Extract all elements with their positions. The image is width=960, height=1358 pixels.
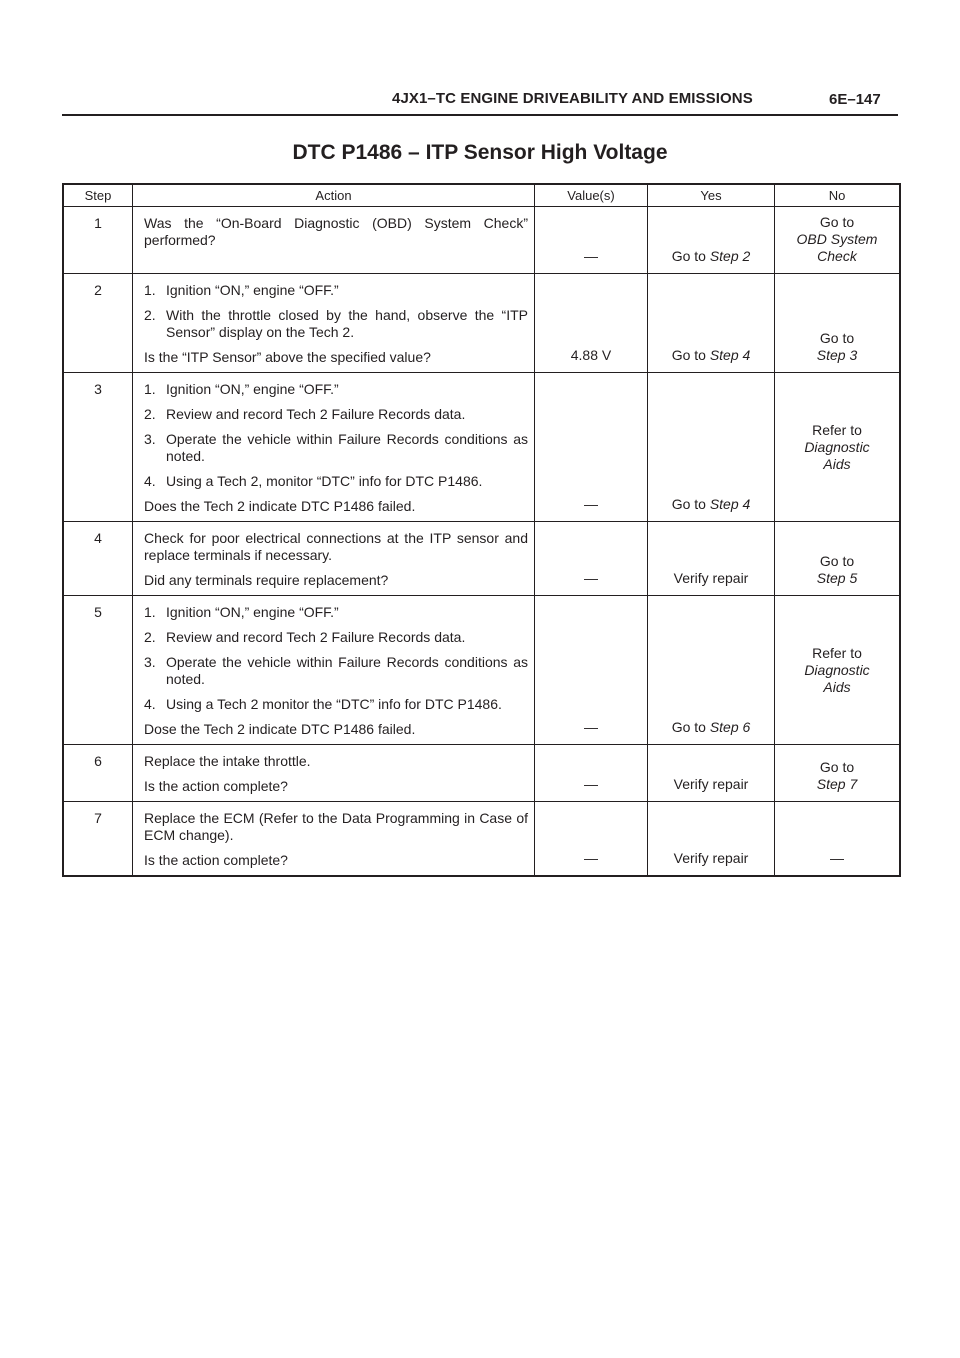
column-header-values: Value(s) (535, 184, 648, 207)
action-item-text: Was the “On-Board Diagnostic (OBD) System Check” performed? (144, 215, 528, 248)
action-step-item (144, 473, 528, 490)
action-item-number: 3. (144, 431, 156, 447)
no-cell (775, 274, 901, 373)
yes-cell (648, 596, 775, 745)
action-text (144, 349, 528, 366)
action-item-text: Replace the intake throttle. (144, 753, 311, 769)
no-step-reference: Step 5 (816, 570, 858, 586)
action-cell (133, 596, 535, 745)
step-number: 5 (63, 596, 133, 745)
action-step-item (144, 406, 528, 423)
action-item-number: 4. (144, 696, 156, 712)
action-item-number: 1. (144, 604, 156, 620)
action-item-text: Does the Tech 2 indicate DTC P1486 failed. (144, 498, 416, 514)
action-item-text: Is the “ITP Sensor” above the specified value? (144, 349, 431, 365)
action-text (144, 572, 528, 589)
value-cell: — (535, 207, 648, 274)
no-step-reference: Diagnostic Aids (804, 438, 870, 472)
action-item-text: Ignition “ON,” engine “OFF.” (166, 604, 339, 620)
action-text (144, 215, 528, 249)
no-prefix: Refer to (812, 421, 862, 438)
no-prefix: Refer to (812, 644, 862, 661)
action-item-number: 2. (144, 307, 156, 323)
column-header-yes: Yes (648, 184, 775, 207)
action-item-text: Is the action complete? (144, 778, 288, 794)
action-text (144, 753, 528, 770)
yes-step-reference: Step 6 (709, 719, 751, 735)
action-item-text: Using a Tech 2 monitor the “DTC” info for DTC P1486. (166, 696, 502, 712)
yes-step-reference: Step 4 (709, 496, 751, 512)
yes-prefix: Verify repair (673, 776, 749, 792)
column-header-no: No (775, 184, 901, 207)
yes-step-reference: Step 2 (709, 248, 751, 264)
page-number: 6E–147 (829, 91, 881, 108)
yes-prefix: Go to (671, 719, 710, 735)
action-cell (133, 373, 535, 522)
yes-cell (648, 802, 775, 877)
no-cell (775, 596, 901, 745)
action-item-text: Ignition “ON,” engine “OFF.” (166, 282, 339, 298)
action-item-text: Replace the ECM (Refer to the Data Programming in Case of ECM change). (144, 810, 528, 843)
action-cell (133, 522, 535, 596)
table-body (63, 207, 900, 877)
action-item-text: With the throttle closed by the hand, observe the “ITP Sensor” display on the Tech 2. (166, 307, 528, 340)
action-step-item (144, 381, 528, 398)
action-text (144, 530, 528, 564)
action-text (144, 810, 528, 844)
action-step-item (144, 604, 528, 621)
no-prefix: Go to (819, 214, 855, 230)
table-row (63, 522, 900, 596)
action-item-number: 2. (144, 406, 156, 422)
no-prefix: Go to (819, 553, 855, 569)
page-title: DTC P1486 – ITP Sensor High Voltage (292, 141, 668, 164)
yes-cell (648, 207, 775, 274)
table-row (63, 207, 900, 274)
diagnostic-table (62, 183, 901, 877)
yes-prefix: Verify repair (673, 850, 749, 866)
action-item-number: 4. (144, 473, 156, 489)
action-item-text: Is the action complete? (144, 852, 288, 868)
no-cell (775, 373, 901, 522)
action-item-number: 2. (144, 629, 156, 645)
step-number: 4 (63, 522, 133, 596)
action-item-text: Operate the vehicle within Failure Records conditions as noted. (166, 654, 528, 687)
step-number: 1 (63, 207, 133, 274)
value-cell: — (535, 522, 648, 596)
action-text (144, 852, 528, 869)
yes-prefix: Go to (671, 248, 710, 264)
step-number: 7 (63, 802, 133, 877)
table-row (63, 802, 900, 877)
no-step-reference: OBD System Check (796, 231, 878, 264)
action-cell (133, 207, 535, 274)
column-header-step: Step (63, 184, 133, 207)
action-item-text: Review and record Tech 2 Failure Records data. (166, 406, 466, 422)
yes-cell (648, 522, 775, 596)
step-number: 2 (63, 274, 133, 373)
no-cell (775, 522, 901, 596)
value-cell: — (535, 596, 648, 745)
action-item-text: Check for poor electrical connections at the ITP sensor and replace terminals if necessary. (144, 530, 528, 563)
action-text (144, 778, 528, 795)
table-row (63, 274, 900, 373)
action-step-item (144, 282, 528, 299)
action-item-number: 1. (144, 381, 156, 397)
yes-prefix: Go to (671, 347, 710, 363)
action-item-text: Using a Tech 2, monitor “DTC” info for DTC P1486. (166, 473, 483, 489)
action-cell (133, 274, 535, 373)
value-cell: 4.88 V (535, 274, 648, 373)
action-item-text: Operate the vehicle within Failure Records conditions as noted. (166, 431, 528, 464)
section-header: 4JX1–TC ENGINE DRIVEABILITY AND EMISSIONS (392, 90, 753, 107)
action-step-item (144, 629, 528, 646)
step-number: 3 (63, 373, 133, 522)
yes-cell (648, 745, 775, 802)
no-prefix: Go to (819, 330, 855, 346)
value-cell: — (535, 745, 648, 802)
yes-step-reference: Step 4 (709, 347, 751, 363)
yes-prefix: Verify repair (673, 570, 749, 586)
no-cell (775, 207, 901, 274)
column-header-action: Action (133, 184, 535, 207)
no-cell (775, 745, 901, 802)
action-step-item (144, 307, 528, 341)
table-header-row (63, 184, 900, 207)
header-rule (62, 114, 898, 116)
table-row (63, 745, 900, 802)
action-item-text: Did any terminals require replacement? (144, 572, 389, 588)
action-text (144, 721, 528, 738)
action-step-item (144, 654, 528, 688)
action-text (144, 498, 528, 515)
no-step-reference: Step 7 (816, 776, 858, 792)
no-prefix: — (830, 850, 844, 866)
yes-prefix: Go to (671, 496, 710, 512)
action-step-item (144, 696, 528, 713)
action-item-text: Review and record Tech 2 Failure Records data. (166, 629, 466, 645)
action-step-item (144, 431, 528, 465)
value-cell: — (535, 802, 648, 877)
action-item-text: Ignition “ON,” engine “OFF.” (166, 381, 339, 397)
no-cell (775, 802, 901, 877)
no-step-reference: Step 3 (816, 347, 858, 363)
no-step-reference: Diagnostic Aids (804, 661, 870, 695)
action-item-number: 1. (144, 282, 156, 298)
action-item-text: Dose the Tech 2 indicate DTC P1486 failed. (144, 721, 416, 737)
step-number: 6 (63, 745, 133, 802)
value-cell: — (535, 373, 648, 522)
table-row (63, 596, 900, 745)
no-prefix: Go to (819, 759, 855, 775)
action-item-number: 3. (144, 654, 156, 670)
action-cell (133, 745, 535, 802)
yes-cell (648, 373, 775, 522)
yes-cell (648, 274, 775, 373)
table-row (63, 373, 900, 522)
action-cell (133, 802, 535, 877)
